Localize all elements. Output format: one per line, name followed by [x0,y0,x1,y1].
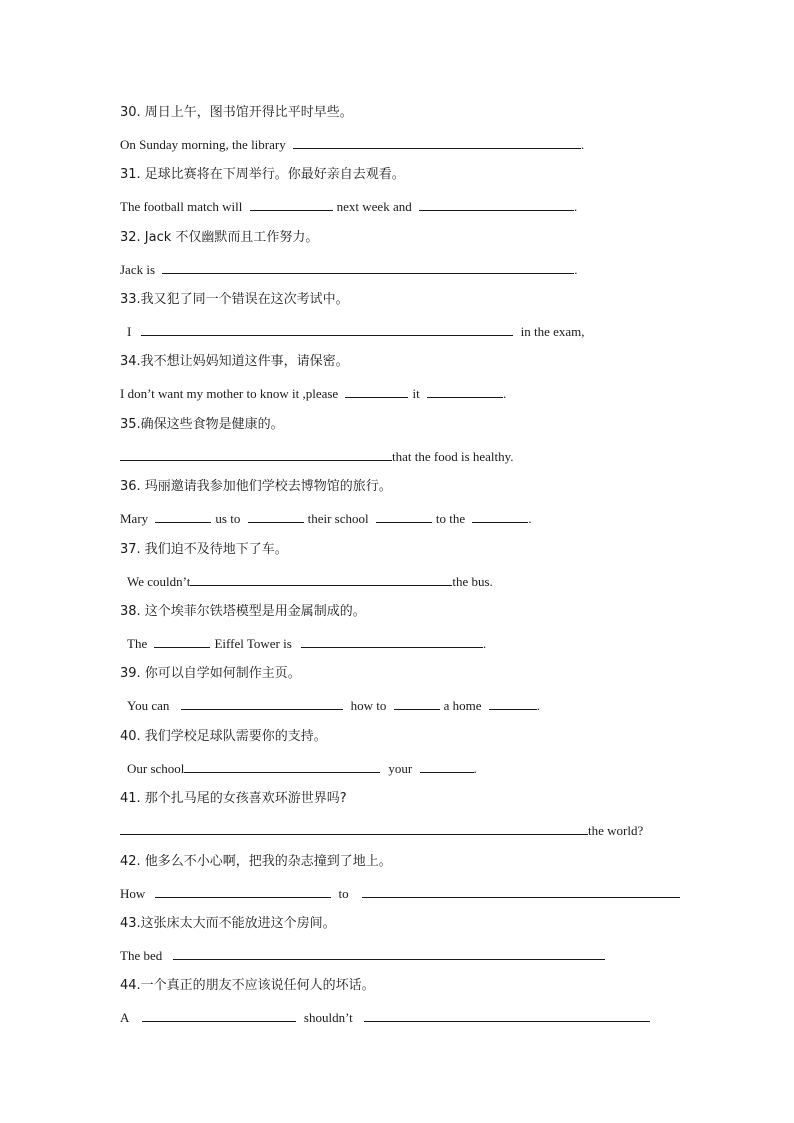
answer-blank[interactable] [419,197,574,211]
question-30-prompt: 30. 周日上午，图书馆开得比平时早些。 [120,105,353,120]
question-37-answer-line [127,572,493,591]
answer-text: How [120,886,146,901]
answer-text: next week and [336,199,412,214]
question-42-prompt: 42. 他多么不小心啊，把我的杂志撞到了地上。 [120,854,392,869]
answer-blank[interactable] [394,696,440,710]
question-43-answer-line [120,946,605,965]
answer-blank[interactable] [181,696,343,710]
answer-text: a home [443,698,482,713]
answer-blank[interactable] [345,384,408,398]
question-44-prompt: 44.一个真正的朋友不应该说任何人的坏话。 [120,978,375,993]
question-31-answer-line [120,197,577,216]
answer-text: The bed [120,948,163,963]
question-40-prompt: 40. 我们学校足球队需要你的支持。 [120,729,327,744]
question-30-answer-line [120,135,584,154]
question-38-prompt: 38. 这个埃菲尔铁塔模型是用金属制成的。 [120,604,366,619]
question-39-prompt: 39. 你可以自学如何制作主页。 [120,666,301,681]
question-31-prompt: 31. 足球比赛将在下周举行。你最好亲自去观看。 [120,167,405,182]
answer-blank[interactable] [155,884,331,898]
answer-blank[interactable] [142,1008,296,1022]
answer-blank[interactable] [248,509,304,523]
answer-blank[interactable] [120,821,588,835]
answer-text: The [127,636,148,651]
answer-text: Eiffel Tower is [214,636,292,651]
answer-text: I don’t want my mother to know it ,please [120,386,339,401]
answer-blank[interactable] [155,509,211,523]
answer-blank[interactable] [364,1008,650,1022]
question-35-answer-line [120,447,514,466]
answer-blank[interactable] [301,634,483,648]
question-36-answer-line [120,509,532,528]
answer-text: . [536,698,541,713]
question-42-answer-line [120,884,680,903]
answer-blank[interactable] [162,260,574,274]
answer-text: their school [307,511,369,526]
question-34-answer-line [120,384,506,403]
question-41-prompt: 41. 那个扎马尾的女孩喜欢环游世界吗? [120,791,347,806]
question-33-answer-line [127,322,585,341]
answer-text: . [574,262,578,277]
answer-text: A [120,1010,129,1025]
question-37-prompt: 37. 我们迫不及待地下了车。 [120,542,288,557]
answer-blank[interactable] [154,634,210,648]
question-32-answer-line [120,260,578,279]
answer-text: the bus. [452,574,493,589]
answer-blank[interactable] [190,572,452,586]
answer-text: that the food is healthy. [392,449,514,464]
answer-blank[interactable] [427,384,503,398]
answer-text: . [502,386,507,401]
answer-text: . [573,199,578,214]
answer-blank[interactable] [184,759,380,773]
answer-text: your [388,761,413,776]
question-34-prompt: 34.我不想让妈妈知道这件事，请保密。 [120,354,349,369]
answer-text: how to [350,698,387,713]
answer-text: Mary [120,511,149,526]
answer-blank[interactable] [173,946,605,960]
answer-text: I [127,324,132,339]
answer-text: the world? [588,823,644,838]
answer-text: . [528,511,532,526]
answer-text: shouldn’t [303,1010,353,1025]
answer-blank[interactable] [376,509,432,523]
answer-text: . [483,636,487,651]
answer-text: We couldn’t [127,574,191,589]
answer-text: Our school [127,761,185,776]
answer-blank[interactable] [472,509,528,523]
question-39-answer-line [127,696,540,715]
question-35-prompt: 35.确保这些食物是健康的。 [120,417,284,432]
question-41-answer-line [120,821,643,840]
answer-blank[interactable] [250,197,333,211]
answer-text: You can [127,698,170,713]
answer-blank[interactable] [293,135,581,149]
question-43-prompt: 43.这张床太大而不能放进这个房间。 [120,916,336,931]
question-44-answer-line [120,1008,650,1027]
question-36-prompt: 36. 玛丽邀请我参加他们学校去博物馆的旅行。 [120,479,392,494]
question-38-answer-line [127,634,486,653]
answer-blank[interactable] [141,322,513,336]
answer-text: The football match will [120,199,243,214]
answer-blank[interactable] [489,696,537,710]
answer-text: us to [215,511,241,526]
answer-blank[interactable] [120,447,392,461]
question-40-answer-line [127,759,477,778]
answer-blank[interactable] [362,884,680,898]
answer-blank[interactable] [420,759,474,773]
answer-text: in the exam, [520,324,585,339]
answer-text: . [473,761,477,776]
answer-text: to [338,886,349,901]
answer-text: On Sunday morning, the library [120,137,286,152]
answer-text: Jack is [120,262,156,277]
answer-text: . [580,137,585,152]
answer-text: to the [435,511,466,526]
question-33-prompt: 33.我又犯了同一个错误在这次考试中。 [120,292,349,307]
answer-text: it [412,386,420,401]
question-32-prompt: 32. Jack 不仅幽默而且工作努力。 [120,230,319,245]
